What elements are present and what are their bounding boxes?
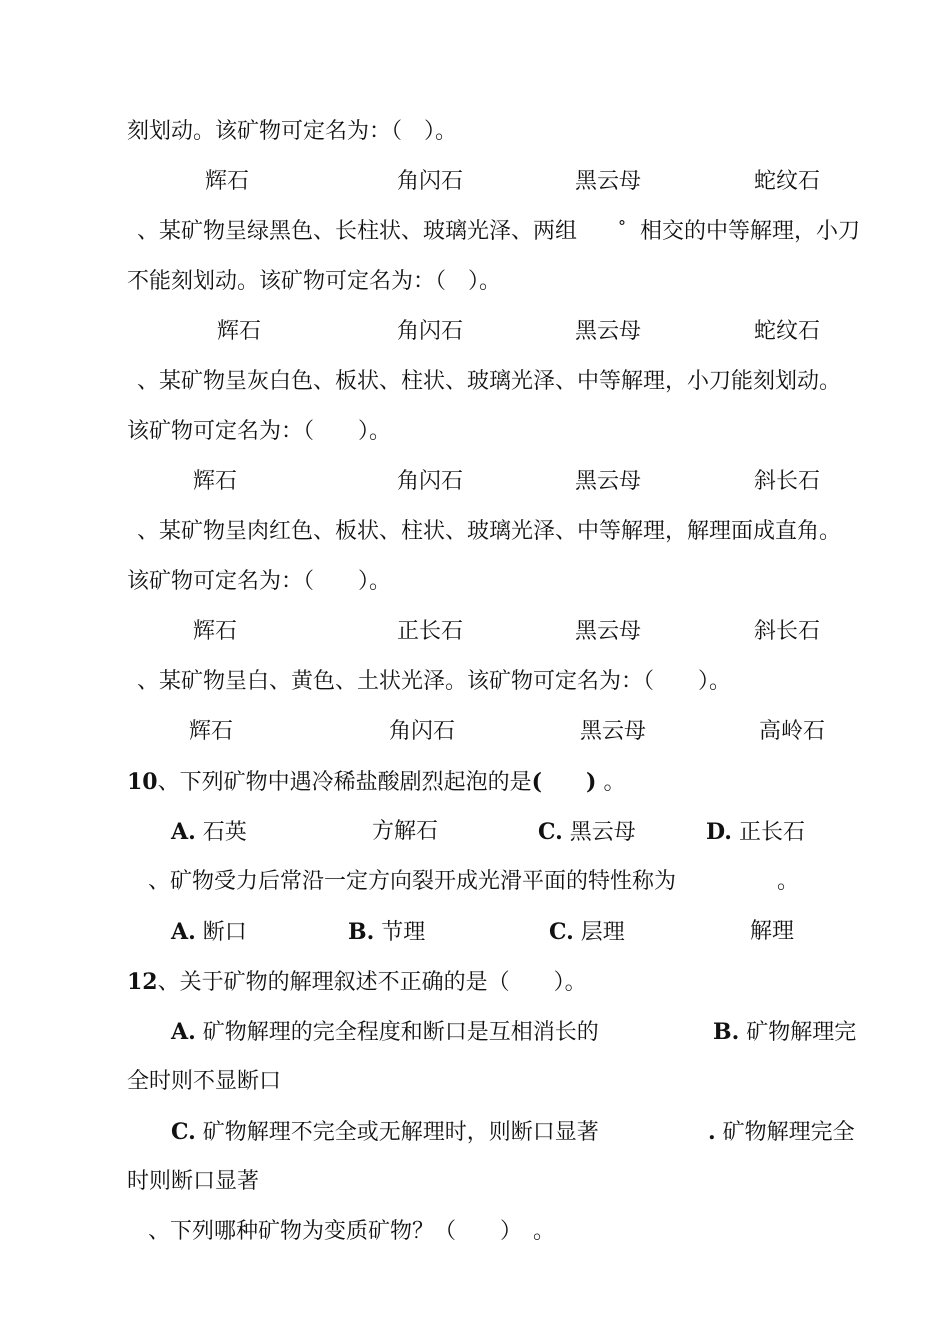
q11-option-b-letter: B. xyxy=(348,919,375,945)
q7-option-b: 角闪石 xyxy=(397,319,464,344)
q12-text: 、关于矿物的解理叙述不正确的是（ ）。 xyxy=(157,970,587,995)
q12-option-b-continued: 全时则不显断口 xyxy=(127,1069,282,1094)
q7-stem-part2: 相交的中等解理，小刀 xyxy=(640,219,861,244)
q12-option-a-text: 矿物解理的完全程度和断口是互相消长的 xyxy=(202,1020,599,1045)
q10-paren: ( ) xyxy=(531,769,597,795)
q10-stem xyxy=(127,767,625,798)
q6-tail: 刻划动。该矿物可定名为：（ ）。 xyxy=(127,119,458,144)
q9a-option-d: 斜长石 xyxy=(754,619,821,644)
q12-number: 12 xyxy=(127,969,158,995)
q6-option-c: 黑云母 xyxy=(575,169,642,194)
q7-option-d: 蛇纹石 xyxy=(754,319,821,344)
q12-stem xyxy=(127,967,587,998)
q11-stem: 、矿物受力后常沿一定方向裂开成光滑平面的特性称为 xyxy=(148,869,677,894)
q10-number: 10 xyxy=(127,769,158,795)
q12-option-b xyxy=(713,1017,856,1048)
q10-option-d xyxy=(706,817,805,848)
q7-stem-line2: 不能刻划动。该矿物可定名为：（ ）。 xyxy=(127,269,502,294)
q12-option-b-letter: B. xyxy=(713,1019,740,1045)
q11-option-a xyxy=(171,917,247,948)
q11-option-c xyxy=(549,917,625,948)
q6-option-b: 角闪石 xyxy=(397,169,464,194)
q8-stem-line2: 该矿物可定名为：（ ）。 xyxy=(127,419,392,444)
q11-option-b-text: 节理 xyxy=(381,920,426,945)
q8-stem-line1: 、某矿物呈灰白色、板状、柱状、玻璃光泽、中等解理，小刀能刻划动。 xyxy=(137,369,842,394)
q10-option-c-letter: C. xyxy=(538,819,563,845)
q7-option-c: 黑云母 xyxy=(575,319,642,344)
q10-option-a-text: 石英 xyxy=(202,820,247,845)
q8-option-b: 角闪石 xyxy=(397,469,464,494)
q12-option-d-continued: 时则断口显著 xyxy=(127,1169,260,1194)
q12-option-c xyxy=(171,1117,599,1148)
q9b-option-a: 辉石 xyxy=(189,719,234,744)
q9b-option-c: 黑云母 xyxy=(580,719,647,744)
q12-option-b-text: 矿物解理完 xyxy=(746,1020,857,1045)
q11-option-c-letter: C. xyxy=(549,919,574,945)
q10-option-b: 方解石 xyxy=(372,819,439,844)
q7-stem-part1: 、某矿物呈绿黑色、长柱状、玻璃光泽、两组 xyxy=(137,219,578,244)
q7-degree-sign: ° xyxy=(618,217,626,236)
q12-option-a xyxy=(171,1017,599,1048)
q12-option-d-text: 矿物解理完全 xyxy=(722,1120,855,1145)
q12-option-c-text: 矿物解理不完全或无解理时，则断口显著 xyxy=(202,1120,599,1145)
q13-stem: 、下列哪种矿物为变质矿物？（ ） 。 xyxy=(148,1219,556,1244)
q9b-option-d: 高岭石 xyxy=(759,719,826,744)
q12-option-d-letter: . xyxy=(708,1119,716,1145)
q9b-stem: 、某矿物呈白、黄色、土状光泽。该矿物可定名为：（ ）。 xyxy=(137,669,732,694)
q9a-option-b: 正长石 xyxy=(397,619,464,644)
q8-option-a: 辉石 xyxy=(193,469,238,494)
q10-option-c-text: 黑云母 xyxy=(569,820,636,845)
q9a-option-a: 辉石 xyxy=(193,619,238,644)
q10-text: 、下列矿物中遇冷稀盐酸剧烈起泡的是 xyxy=(157,770,532,795)
q6-option-a: 辉石 xyxy=(205,169,250,194)
q8-option-d: 斜长石 xyxy=(754,469,821,494)
q6-option-d: 蛇纹石 xyxy=(754,169,821,194)
q9a-option-c: 黑云母 xyxy=(575,619,642,644)
q10-option-d-letter: D. xyxy=(706,819,732,845)
q10-end: 。 xyxy=(603,770,626,795)
q10-option-d-text: 正长石 xyxy=(738,820,805,845)
q9a-stem-line1: 、某矿物呈肉红色、板状、柱状、玻璃光泽、中等解理，解理面成直角。 xyxy=(137,519,842,544)
q12-option-d xyxy=(708,1117,855,1148)
q10-option-a xyxy=(171,817,247,848)
q11-option-a-text: 断口 xyxy=(202,920,247,945)
q11-option-a-letter: A. xyxy=(171,919,196,945)
q10-option-a-letter: A. xyxy=(171,819,196,845)
q7-option-a: 辉石 xyxy=(217,319,262,344)
q11-end: 。 xyxy=(777,869,800,894)
q9b-option-b: 角闪石 xyxy=(389,719,456,744)
q11-option-c-text: 层理 xyxy=(580,920,625,945)
q11-option-d: 解理 xyxy=(750,919,795,944)
q9a-stem-line2: 该矿物可定名为：（ ）。 xyxy=(127,569,392,594)
q10-option-c xyxy=(538,817,636,848)
q12-option-c-letter: C. xyxy=(171,1119,196,1145)
q11-option-b xyxy=(348,917,425,948)
q12-option-a-letter: A. xyxy=(171,1019,196,1045)
q8-option-c: 黑云母 xyxy=(575,469,642,494)
